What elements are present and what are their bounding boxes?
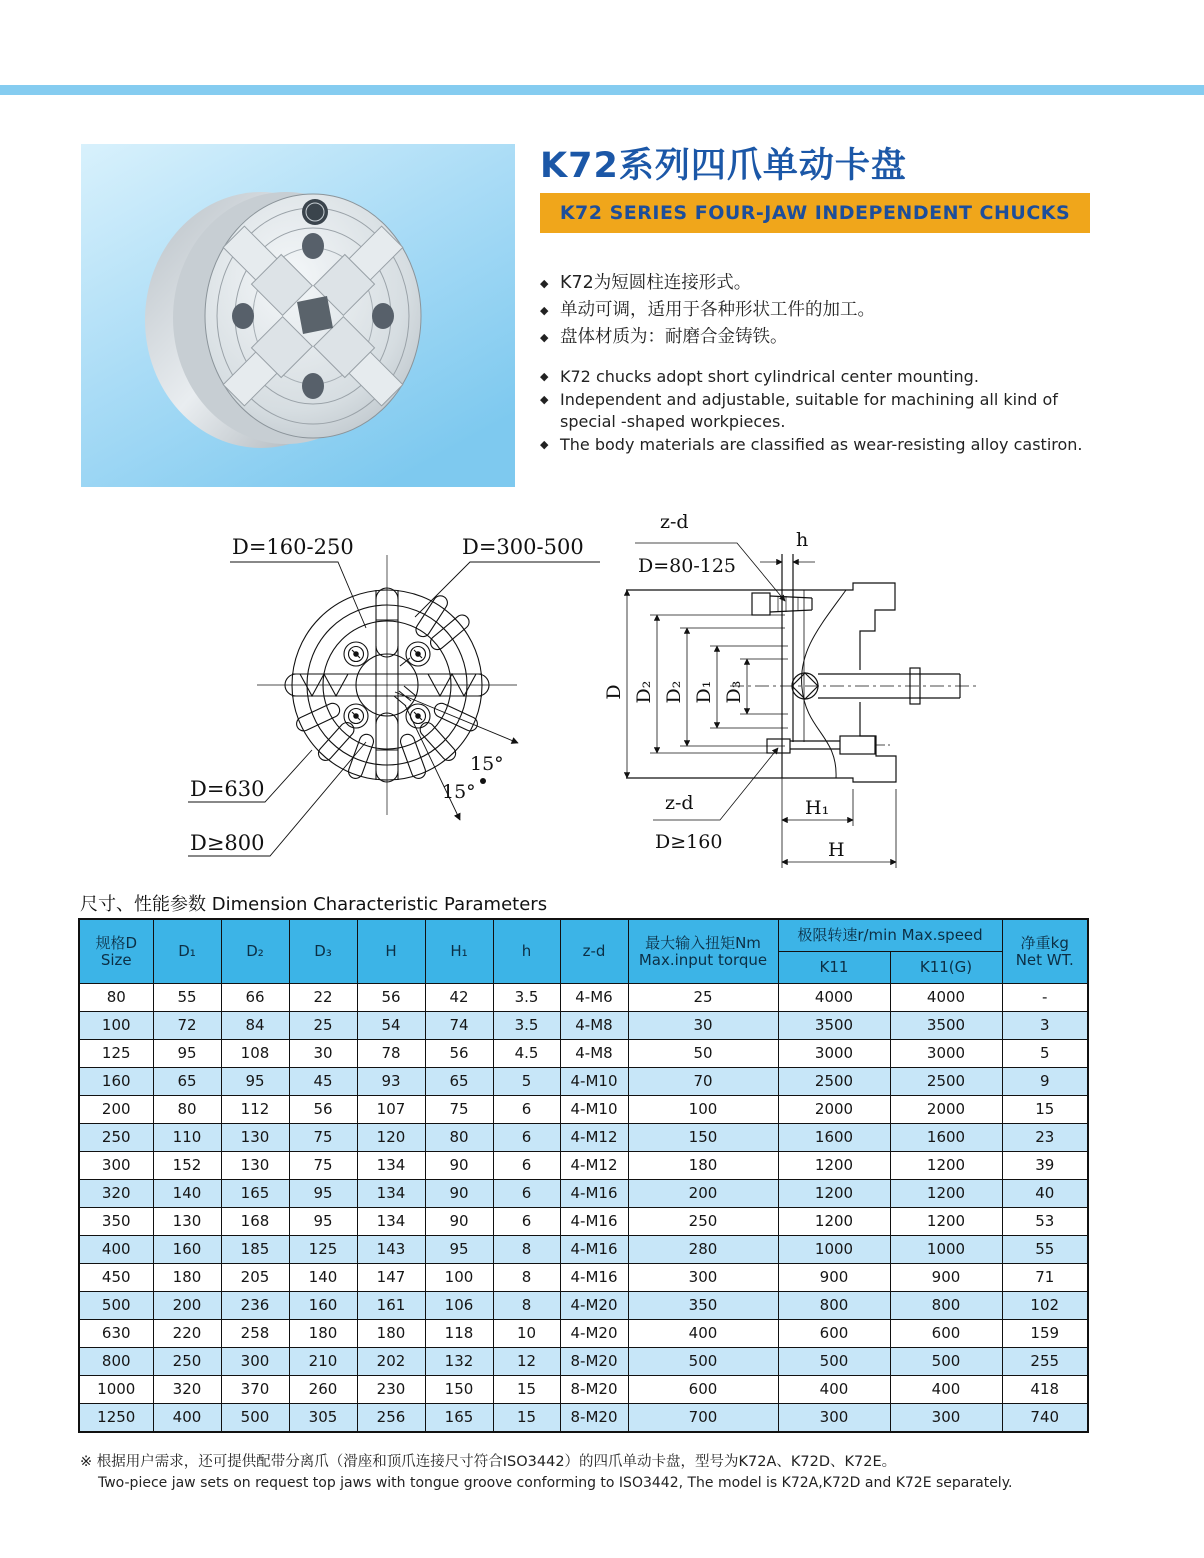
table-cell: 93	[357, 1068, 425, 1096]
table-cell: 305	[289, 1404, 357, 1433]
label-d80-125: D=80-125	[638, 555, 737, 577]
side-section-diagram	[580, 496, 1010, 892]
table-cell: 25	[289, 1012, 357, 1040]
table-cell: 4.5	[493, 1040, 560, 1068]
table-cell: 1200	[778, 1208, 890, 1236]
label-D1: D₁	[693, 680, 715, 704]
table-cell: 6	[493, 1124, 560, 1152]
feature-text: 单动可调，适用于各种形状工件的加工。	[560, 300, 875, 320]
table-cell: 95	[289, 1180, 357, 1208]
table-cell: 4-M16	[560, 1236, 628, 1264]
feature-text: The body materials are classified as wear-resisting alloy castiron.	[560, 434, 1083, 454]
label-D: D	[603, 684, 625, 700]
table-cell: 700	[628, 1404, 778, 1433]
table-cell: 120	[357, 1124, 425, 1152]
feature-item	[540, 324, 1100, 351]
table-cell: 4-M16	[560, 1180, 628, 1208]
table-cell: 900	[890, 1264, 1002, 1292]
table-row	[79, 1376, 1088, 1404]
col-k11g: K11(G)	[890, 952, 1002, 984]
table-cell: 45	[289, 1068, 357, 1096]
table-cell: 4000	[778, 984, 890, 1012]
table-cell: 4000	[890, 984, 1002, 1012]
bullet-diamond-icon: ◆	[540, 304, 549, 317]
table-cell: 350	[79, 1208, 153, 1236]
table-cell: 107	[357, 1096, 425, 1124]
side-dimensions	[627, 543, 896, 868]
table-cell: 165	[221, 1180, 289, 1208]
table-cell: 3.5	[493, 984, 560, 1012]
col-H: H	[357, 919, 425, 984]
table-cell: 255	[1002, 1348, 1088, 1376]
table-cell: 400	[153, 1404, 221, 1433]
table-cell: 180	[357, 1320, 425, 1348]
table-cell: 71	[1002, 1264, 1088, 1292]
label-D2b: D₂	[663, 680, 685, 704]
table-cell: 80	[153, 1096, 221, 1124]
table-cell: 4-M10	[560, 1068, 628, 1096]
feature-item	[540, 389, 1100, 434]
table-cell: 185	[221, 1236, 289, 1264]
bullet-diamond-icon: ◆	[540, 370, 549, 383]
side-body-outline	[626, 554, 980, 782]
table-cell: 250	[79, 1124, 153, 1152]
label-H1: H₁	[805, 797, 830, 819]
table-row	[79, 1236, 1088, 1264]
table-cell: 2000	[778, 1096, 890, 1124]
table-cell: 6	[493, 1096, 560, 1124]
table-cell: 500	[778, 1348, 890, 1376]
table-row	[79, 1292, 1088, 1320]
col-H1: H₁	[425, 919, 493, 984]
table-cell: 72	[153, 1012, 221, 1040]
table-cell: 106	[425, 1292, 493, 1320]
col-size-en: Size	[100, 950, 132, 969]
page-title: K72系列四爪单动卡盘	[540, 146, 907, 186]
table-cell: 800	[890, 1292, 1002, 1320]
table-cell: 23	[1002, 1124, 1088, 1152]
table-row	[79, 1404, 1088, 1433]
table-cell: 84	[221, 1012, 289, 1040]
footnotes	[80, 1452, 1130, 1494]
table-cell: 450	[79, 1264, 153, 1292]
product-photo	[81, 144, 515, 487]
label-angle-15-b: 15°	[442, 781, 476, 803]
feature-text: Independent and adjustable, suitable for machining all kind of special -shaped workpieces.	[560, 389, 1058, 431]
table-cell: 8	[493, 1236, 560, 1264]
table-cell: 125	[289, 1236, 357, 1264]
table-cell: 236	[221, 1292, 289, 1320]
feature-text: K72为短圆柱连接形式。	[560, 273, 752, 293]
table-cell: 100	[79, 1012, 153, 1040]
table-cell: 1200	[890, 1180, 1002, 1208]
table-cell: 160	[79, 1068, 153, 1096]
table-cell: 39	[1002, 1152, 1088, 1180]
table-cell: 260	[289, 1376, 357, 1404]
table-row	[79, 1348, 1088, 1376]
table-cell: 500	[628, 1348, 778, 1376]
col-h: h	[493, 919, 560, 984]
feature-text: K72 chucks adopt short cylindrical center mounting.	[560, 367, 979, 386]
table-cell: 53	[1002, 1208, 1088, 1236]
table-cell: 8-M20	[560, 1404, 628, 1433]
table-cell: 15	[493, 1376, 560, 1404]
table-cell: 400	[890, 1376, 1002, 1404]
table-cell: 300	[221, 1348, 289, 1376]
bullet-diamond-icon: ◆	[540, 331, 549, 344]
table-cell: 3000	[778, 1040, 890, 1068]
table-cell: 54	[357, 1012, 425, 1040]
table-cell: 134	[357, 1180, 425, 1208]
col-torque	[628, 919, 778, 984]
table-cell: 95	[289, 1208, 357, 1236]
table-row	[79, 1012, 1088, 1040]
table-cell: 143	[357, 1236, 425, 1264]
col-d1: D₁	[153, 919, 221, 984]
table-cell: 95	[221, 1068, 289, 1096]
table-cell: 75	[289, 1124, 357, 1152]
table-cell: 300	[778, 1404, 890, 1433]
table-cell: 70	[628, 1068, 778, 1096]
table-cell: 168	[221, 1208, 289, 1236]
table-row	[79, 984, 1088, 1012]
table-cell: 112	[221, 1096, 289, 1124]
table-cell: 90	[425, 1152, 493, 1180]
table-cell: 4-M12	[560, 1152, 628, 1180]
table-cell: 6	[493, 1208, 560, 1236]
footnote-en: Two-piece jaw sets on request top jaws with tongue groove conforming to ISO3442, The model is K72A,K72D and K72E separately.	[98, 1475, 1013, 1491]
label-d630: D=630	[190, 777, 265, 801]
front-view-leaders	[188, 562, 600, 856]
table-row	[79, 1264, 1088, 1292]
table-cell: 6	[493, 1152, 560, 1180]
table-cell: 55	[153, 984, 221, 1012]
table-cell: 5	[1002, 1040, 1088, 1068]
table-cell: 180	[153, 1264, 221, 1292]
table-cell: 80	[79, 984, 153, 1012]
table-cell: 280	[628, 1236, 778, 1264]
table-cell: 1600	[778, 1124, 890, 1152]
table-cell: 250	[153, 1348, 221, 1376]
table-cell: 4-M12	[560, 1124, 628, 1152]
subtitle-banner	[540, 193, 1090, 233]
table-row	[79, 1180, 1088, 1208]
bullet-diamond-icon: ◆	[540, 437, 549, 451]
table-cell: 8-M20	[560, 1376, 628, 1404]
col-size	[79, 919, 153, 984]
col-zd: z-d	[560, 919, 628, 984]
table-cell: 56	[357, 984, 425, 1012]
table-cell: 3.5	[493, 1012, 560, 1040]
table-cell: 65	[153, 1068, 221, 1096]
table-cell: 500	[79, 1292, 153, 1320]
feature-item	[540, 270, 1100, 297]
col-k11: K11	[778, 952, 890, 984]
table-cell: 1600	[890, 1124, 1002, 1152]
table-cell: 50	[628, 1040, 778, 1068]
table-cell: 165	[425, 1404, 493, 1433]
feature-item	[540, 297, 1100, 324]
spec-table-body	[79, 984, 1088, 1433]
col-torque-cn: 最大输入扭矩Nm	[645, 933, 761, 952]
col-size-cn: 规格D	[95, 933, 138, 952]
table-row	[79, 1320, 1088, 1348]
col-net-en: Net WT.	[1015, 950, 1074, 969]
table-cell: 75	[425, 1096, 493, 1124]
table-cell: 3500	[778, 1012, 890, 1040]
table-cell: 1200	[778, 1152, 890, 1180]
table-cell: 25	[628, 984, 778, 1012]
table-cell: 300	[890, 1404, 1002, 1433]
table-cell: 205	[221, 1264, 289, 1292]
table-cell: 56	[425, 1040, 493, 1068]
table-cell: 22	[289, 984, 357, 1012]
table-cell: 256	[357, 1404, 425, 1433]
col-d2: D₂	[221, 919, 289, 984]
table-cell: 30	[289, 1040, 357, 1068]
table-cell: 180	[628, 1152, 778, 1180]
feature-item	[540, 434, 1100, 457]
table-cell: 418	[1002, 1376, 1088, 1404]
table-row	[79, 1096, 1088, 1124]
table-cell: 150	[425, 1376, 493, 1404]
table-cell: 130	[221, 1124, 289, 1152]
table-cell: 4-M16	[560, 1208, 628, 1236]
table-cell: 1200	[890, 1152, 1002, 1180]
table-cell: 3000	[890, 1040, 1002, 1068]
table-cell: 200	[153, 1292, 221, 1320]
label-D2a: D₂	[633, 680, 655, 704]
table-cell: 8	[493, 1264, 560, 1292]
table-cell: 78	[357, 1040, 425, 1068]
table-cell: 74	[425, 1012, 493, 1040]
table-cell: 800	[778, 1292, 890, 1320]
table-cell: 90	[425, 1208, 493, 1236]
label-zd-bottom: z-d	[665, 792, 694, 814]
table-cell: 350	[628, 1292, 778, 1320]
table-cell: 134	[357, 1208, 425, 1236]
table-row	[79, 1068, 1088, 1096]
table-cell: 140	[289, 1264, 357, 1292]
table-cell: 320	[79, 1180, 153, 1208]
table-cell: 9	[1002, 1068, 1088, 1096]
table-cell: 30	[628, 1012, 778, 1040]
table-cell: -	[1002, 984, 1088, 1012]
table-cell: 4-M20	[560, 1292, 628, 1320]
table-cell: 125	[79, 1040, 153, 1068]
table-cell: 500	[221, 1404, 289, 1433]
table-cell: 250	[628, 1208, 778, 1236]
table-cell: 1000	[890, 1236, 1002, 1264]
table-cell: 15	[1002, 1096, 1088, 1124]
features-list-cn	[540, 270, 1100, 351]
table-cell: 10	[493, 1320, 560, 1348]
col-speed: 极限转速r/min Max.speed	[778, 919, 1002, 952]
table-cell: 300	[79, 1152, 153, 1180]
table-cell: 1000	[778, 1236, 890, 1264]
table-cell: 4-M10	[560, 1096, 628, 1124]
table-cell: 400	[778, 1376, 890, 1404]
table-row	[79, 1152, 1088, 1180]
table-cell: 108	[221, 1040, 289, 1068]
subtitle-text: K72 SERIES FOUR-JAW INDEPENDENT CHUCKS	[559, 202, 1071, 224]
feature-text: 盘体材质为：耐磨合金铸铁。	[560, 327, 788, 347]
chuck-front-outline	[257, 555, 517, 815]
label-h: h	[796, 529, 809, 551]
table-cell: 258	[221, 1320, 289, 1348]
table-cell: 320	[153, 1376, 221, 1404]
table-cell: 600	[778, 1320, 890, 1348]
table-cell: 152	[153, 1152, 221, 1180]
table-row	[79, 1040, 1088, 1068]
table-cell: 130	[153, 1208, 221, 1236]
table-cell: 134	[357, 1152, 425, 1180]
table-cell: 130	[221, 1152, 289, 1180]
label-D3: D₃	[723, 680, 745, 704]
table-cell: 100	[425, 1264, 493, 1292]
table-cell: 110	[153, 1124, 221, 1152]
table-cell: 3	[1002, 1012, 1088, 1040]
table-cell: 1250	[79, 1404, 153, 1433]
table-cell: 500	[890, 1348, 1002, 1376]
table-cell: 147	[357, 1264, 425, 1292]
table-cell: 1200	[778, 1180, 890, 1208]
table-cell: 56	[289, 1096, 357, 1124]
table-cell: 160	[153, 1236, 221, 1264]
table-cell: 40	[1002, 1180, 1088, 1208]
label-d160: D≥160	[655, 831, 723, 853]
table-cell: 630	[79, 1320, 153, 1348]
table-row	[79, 1124, 1088, 1152]
table-cell: 4-M16	[560, 1264, 628, 1292]
label-d300-500: D=300-500	[462, 535, 584, 559]
table-cell: 15	[493, 1404, 560, 1433]
bullet-diamond-icon: ◆	[540, 392, 549, 406]
table-row	[79, 1208, 1088, 1236]
top-accent-bar	[0, 85, 1204, 95]
table-cell: 6	[493, 1180, 560, 1208]
label-zd-top: z-d	[660, 511, 689, 533]
label-d160-250: D=160-250	[232, 535, 354, 559]
col-torque-en: Max.input torque	[638, 950, 768, 969]
features-list-en	[540, 366, 1100, 456]
spec-table	[78, 918, 1089, 1433]
table-cell: 200	[628, 1180, 778, 1208]
table-cell: 180	[289, 1320, 357, 1348]
table-cell: 66	[221, 984, 289, 1012]
table-cell: 600	[890, 1320, 1002, 1348]
table-cell: 1000	[79, 1376, 153, 1404]
table-cell: 800	[79, 1348, 153, 1376]
table-cell: 740	[1002, 1404, 1088, 1433]
table-cell: 220	[153, 1320, 221, 1348]
table-cell: 65	[425, 1068, 493, 1096]
bullet-diamond-icon: ◆	[540, 277, 549, 290]
table-cell: 210	[289, 1348, 357, 1376]
table-cell: 900	[778, 1264, 890, 1292]
footnote-cn: ※ 根据用户需求，还可提供配带分离爪（滑座和顶爪连接尺寸符合ISO3442）的四爪单动卡盘，型号为K72A、K72D、K72E。	[80, 1454, 897, 1470]
col-d3: D₃	[289, 919, 357, 984]
chuck-illustration	[145, 192, 421, 448]
table-cell: 75	[289, 1152, 357, 1180]
spec-table-header	[79, 919, 1088, 984]
table-cell: 370	[221, 1376, 289, 1404]
table-cell: 2500	[890, 1068, 1002, 1096]
col-net-cn: 净重kg	[1020, 933, 1069, 952]
table-cell: 161	[357, 1292, 425, 1320]
table-cell: 8	[493, 1292, 560, 1320]
table-cell: 300	[628, 1264, 778, 1292]
table-cell: 95	[153, 1040, 221, 1068]
table-cell: 42	[425, 984, 493, 1012]
table-cell: 400	[628, 1320, 778, 1348]
table-cell: 159	[1002, 1320, 1088, 1348]
label-angle-15-a: 15°	[470, 753, 504, 775]
table-cell: 4-M8	[560, 1040, 628, 1068]
table-cell: 12	[493, 1348, 560, 1376]
table-cell: 80	[425, 1124, 493, 1152]
label-H: H	[828, 839, 845, 861]
col-net	[1002, 919, 1088, 984]
table-cell: 132	[425, 1348, 493, 1376]
table-cell: 2000	[890, 1096, 1002, 1124]
front-view-diagram	[170, 500, 630, 872]
table-cell: 4-M6	[560, 984, 628, 1012]
table-cell: 100	[628, 1096, 778, 1124]
table-cell: 4-M8	[560, 1012, 628, 1040]
table-cell: 102	[1002, 1292, 1088, 1320]
feature-item	[540, 366, 1100, 389]
table-title: 尺寸、性能参数 Dimension Characteristic Parameters	[80, 894, 548, 915]
table-cell: 4-M20	[560, 1320, 628, 1348]
table-cell: 140	[153, 1180, 221, 1208]
table-cell: 230	[357, 1376, 425, 1404]
table-cell: 3500	[890, 1012, 1002, 1040]
label-d800: D≥800	[190, 831, 265, 855]
table-cell: 2500	[778, 1068, 890, 1096]
table-cell: 400	[79, 1236, 153, 1264]
table-cell: 95	[425, 1236, 493, 1264]
table-cell: 200	[79, 1096, 153, 1124]
table-cell: 1200	[890, 1208, 1002, 1236]
table-cell: 600	[628, 1376, 778, 1404]
table-cell: 5	[493, 1068, 560, 1096]
table-cell: 150	[628, 1124, 778, 1152]
table-cell: 118	[425, 1320, 493, 1348]
table-cell: 55	[1002, 1236, 1088, 1264]
table-cell: 160	[289, 1292, 357, 1320]
table-cell: 202	[357, 1348, 425, 1376]
table-cell: 90	[425, 1180, 493, 1208]
table-cell: 8-M20	[560, 1348, 628, 1376]
